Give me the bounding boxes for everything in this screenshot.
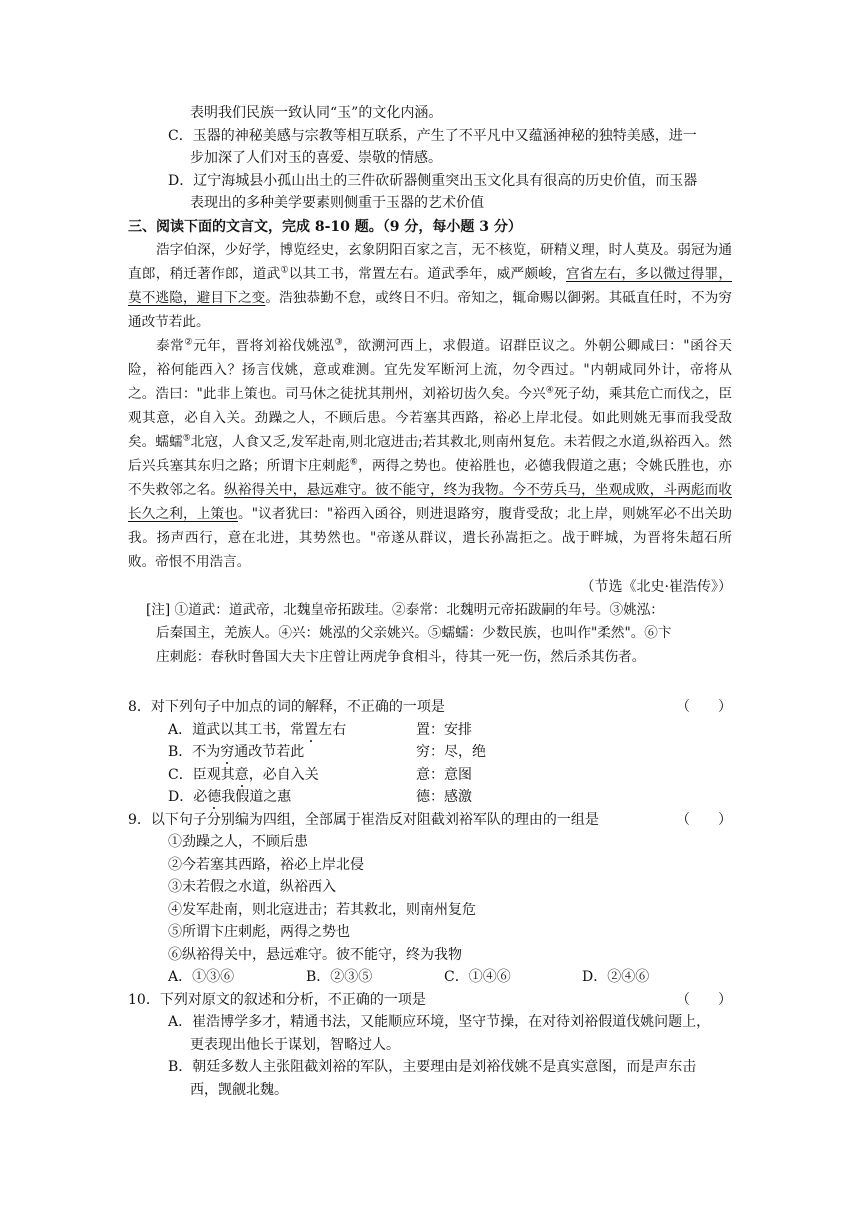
- q9-choice-d[interactable]: D．②④⑥: [582, 969, 650, 985]
- option-c-continuation: 步加深了人们对玉的喜爱、崇敬的情感。: [190, 150, 442, 166]
- q8-option-c[interactable]: C．臣观其意，必自入关 意：意图: [168, 766, 472, 783]
- q9-item-6: ⑥纵裕得关中，悬远难守。彼不能守，终为我物: [168, 946, 462, 963]
- q9-item-3: ③未若假之水道，纵裕西入: [168, 879, 336, 895]
- annotation-line-1: [注] ①道武：道武帝，北魏皇帝拓跋珪。②泰常：北魏明元帝拓跋嗣的年号。③姚泓：: [146, 601, 664, 618]
- q9-choice-c[interactable]: C．①④⑥: [444, 969, 511, 985]
- q10-option-b-continuation: 西，觊觎北魏。: [190, 1081, 288, 1098]
- q9-choice-b[interactable]: B．②③⑤: [306, 969, 373, 985]
- option-c: C．玉器的神秘美感与宗教等相互联系，产生了不平凡中又蕴涵神秘的独特美感，进一: [168, 127, 697, 144]
- q8-option-d[interactable]: D．必德我假道之惠 德：感激: [168, 789, 472, 805]
- q10-option-b[interactable]: B．朝廷多数人主张阻截刘裕的军队，主要理由是刘裕伐姚不是真实意图，而是声东击: [168, 1059, 697, 1075]
- underlined-sentence-2: 纵裕得关中，悬远难守。彼不能守，终为我物。今不劳兵马，坐观成败，斗两彪而收长久之利，上策也: [128, 482, 733, 522]
- answer-blank-9[interactable]: （ ）: [676, 811, 732, 828]
- q9-item-2: ②今若塞其西路，裕必上岸北侵: [168, 856, 364, 873]
- option-b-continuation: 表明我们民族一致认同“玉”的文化内涵。: [190, 105, 443, 121]
- question-9-stem: 9．以下句子分别编为四组，全部属于崔浩反对阻截刘裕军队的理由的一组是 （ ）: [128, 809, 732, 832]
- answer-blank-8[interactable]: （ ）: [676, 699, 732, 715]
- question-8-stem: 8．对下列句子中加点的词的解释，不正确的一项是 （ ）: [128, 696, 732, 719]
- passage-paragraph-1: 浩字伯深，少好学，博览经史，玄象阴阳百家之言，无不核览，研精义理，时人莫及。弱冠为通直郎，稍迁著作郎，道武①以其工书，常置左右。道武季年，威严颇峻，宫省左右，多以微过得罪，莫不逃隐，避目下之变。浩独恭勤不怠，或终日不归。帝知之，辄命赐以御粥。其砥直任时，不为穷通改节若此。: [128, 242, 733, 330]
- q9-item-5: ⑤所谓卞庄刺彪，两得之势也: [168, 924, 350, 940]
- q10-option-a-continuation: 更表现出他长于谋划，智略过人。: [190, 1036, 400, 1053]
- underlined-sentence-1: 宫省左右，多以微过得罪，莫不逃隐，避目下之变: [128, 266, 733, 306]
- q10-option-a[interactable]: A．崔浩博学多才，精通书法，又能顺应环境，坚守节操，在对待刘裕假道伐姚问题上，: [168, 1014, 711, 1030]
- passage-paragraph-2: 泰常②元年，晋将刘裕伐姚泓③，欲溯河西上，求假道。诏群臣议之。外朝公卿咸曰："函谷天险，裕何能西入？扬言伐姚，意或难测。宜先发军断河上流，勿令西过。"内朝咸同外计，帝将从之。浩曰："此非上策也。司马休之徒扰其荆州，刘裕切齿久矣。今兴④死子幼，乘其危亡而伐之，臣观其意，必自入关。劲躁之人，不顾后患。今若塞其西路，裕必上岸北侵。如此则姚无事而我受敌矣。蠕蠕⑤北寇，人食又乏,发军赴南,则北寇进击;若其救北,则南州复危。未若假之水道,纵裕西入。然后兴兵塞其东归之路；所谓卞庄刺彪⑥，两得之势也。使裕胜也，必德我假道之惠；令姚氏胜也，亦不失救邻之名。纵裕得关中，悬远难守。彼不能守，终为我物。今不劳兵马，坐观成败，斗两彪而收长久之利，上策也。"议者犹曰："裕西入函谷，则进退路穷，腹背受敌；北上岸，则姚军必不出关助我。扬声西行，意在北进，其势然也。"帝遂从群议，遣长孙嵩拒之。战于畔城，为晋将朱超石所败。帝恨不用浩言。: [128, 337, 733, 570]
- section-heading: 三、阅读下面的文言文，完成 8-10 题。（9 分，每小题 3 分）: [128, 218, 522, 235]
- q9-item-4: ④发军赴南，则北寇进击；若其救北，则南州复危: [168, 901, 476, 918]
- annotation-line-2: 后秦国主，羌族人。④兴：姚泓的父亲姚兴。⑤蠕蠕：少数民族，也叫作"柔然"。⑥卞: [156, 625, 672, 641]
- q8-option-a[interactable]: A．道武以其工书，常置左右 置：安排: [168, 721, 472, 738]
- question-10-stem: 10．下列对原文的叙述和分析，不正确的一项是 （ ）: [128, 989, 732, 1012]
- q9-choice-a[interactable]: A．①③⑥: [168, 969, 235, 985]
- q9-item-1: ①劲躁之人，不顾后患: [168, 834, 308, 850]
- passage-source: （节选《北史·崔浩传》）: [580, 579, 732, 595]
- annotation-line-3: 庄刺彪：春秋时鲁国大夫卞庄曾让两虎争食相斗，待其一死一伤，然后杀其伤者。: [156, 648, 646, 665]
- option-d: D．辽宁海城县小孤山出土的三件砍斫器侧重突出玉文化具有很高的历史价值，而玉器: [168, 172, 698, 189]
- exam-page: [128, 102, 732, 1101]
- answer-blank-10[interactable]: （ ）: [676, 991, 732, 1008]
- q8-option-b[interactable]: B．不为穷通改节若此 穷：尽，绝: [168, 744, 486, 760]
- option-d-continuation: 表现出的多种美学要素则侧重于玉器的艺术价值: [190, 195, 484, 211]
- q9-choices: [128, 966, 732, 989]
